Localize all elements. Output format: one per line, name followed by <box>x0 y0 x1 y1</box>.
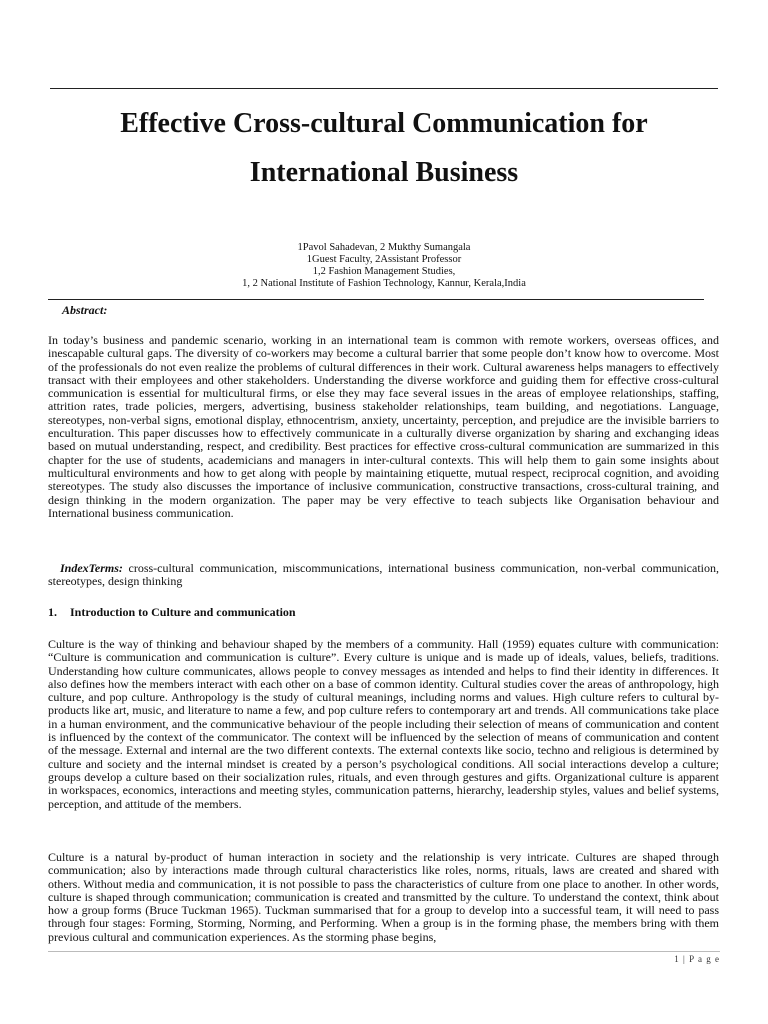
footer-rule <box>48 951 720 952</box>
author-names: 1Pavol Sahadevan, 2 Mukthy Sumangala <box>297 242 471 253</box>
header-rule <box>50 88 718 89</box>
abstract-text: In today’s business and pandemic scenario, working in an international team is common with remote workers, overseas offices, and inescapable cultural gaps. The diversity of co-workers may become a cultural barrier that some people don’t know how to overcome. Most of the professionals do not even realize the problems of cultural differences in their work. Cultural awareness helps managers to effectively transact with their employees and other stakeholders. Understanding the diverse workforce and guiding them for effective cross-cultural communication is essential for multicultural firms, or else they may face several issues in the areas of employee relationships, staffing, attrition rates, trade policies, mergers, advertising, business stakeholder relationships, team building, and negotiations. Language, stereotypes, non-verbal signs, emotional display, ethnocentrism, anxiety, uncertainty, perception, and prejudice are the invisible barriers to enculturation. This paper discusses how to effectively communicate in a culturally diverse organization by sharing and exchanging ideas based on mutual understanding, respect, and credibility. Best practices for effective cross-cultural communication are summarized in this chapter for the use of students, academicians and managers in inter-cultural contexts. This will help them to gain some insights about multicultural environments and how to get along with people by maintaining etiquette, mutual respect, reciprocal cognition, and avoiding stereotypes. The study also discusses the importance of inclusive communication, constructive transactions, cross-cultural training, and design thinking in the modern organization. The paper may be very effective to teach subjects like Organisation behaviour and International business communication. <box>48 333 719 520</box>
author-roles: 1Guest Faculty, 2Assistant Professor <box>306 254 462 265</box>
abstract-rule <box>48 299 704 300</box>
section-title: Introduction to Culture and communication <box>70 605 296 619</box>
section-number: 1. <box>48 605 57 619</box>
author-institute: 1, 2 National Institute of Fashion Technology, Kannur, Kerala,India <box>242 278 526 289</box>
index-terms-text: cross-cultural communication, miscommunications, international business communication, non-verbal communication, stereotypes, design thinking <box>48 561 719 589</box>
section-heading <box>48 605 296 620</box>
body-paragraph-2: Culture is a natural by-product of human interaction in society and the relationship is very intricate. Cultures are shaped through communication; also by interactions made through cultural characteristics like roles, norms, rituals, laws are created and shared with others. Without media and communication, it is not possible to pass the characteristics of culture from one place to another. In other words, culture is shaped through communication; communication is created and transmitted by the culture. To understand the context, think about how a group forms (Bruce Tuckman 1965). Tuckman summarised that for a group to develop into a successful team, it will need to pass through four stages: Forming, Storming, Norming, and Performing. When a group is in the forming phase, the members bring with them previous cultural and communication experiences. As the storming phase begins, <box>48 850 719 944</box>
index-terms <box>48 562 719 589</box>
paper-title-line-1: Effective Cross-cultural Communication for <box>120 108 648 139</box>
body-paragraph-1: Culture is the way of thinking and behaviour shaped by the members of a community. Hall (1959) equates culture with communication: “Culture is communication and communication is culture”. Every culture is unique and is made up of ideals, values, beliefs, traditions. Understanding how culture communicates, allows people to convey messages as intended and helps to find their identity in differences. It also defines how the members interact with each other on a base of common identity. Cultural studies cover the areas of anthropology, high culture, and pop culture. Anthropology is the study of cultural meanings, including norms and values. High culture refers to cultural by-products like art, music, and literature to name a few, and pop culture refers to contemporary art and trends. All communications take place in a human environment, and the communicative behaviour of the people including their selection of means of communication and content is influenced by the context of the communicator. The context will be influenced by the selection of means of communication and content of the message. External and internal are the two different contexts. The external contexts like socio, techno and religious is determined by culture and society and the internal mindset is created by a person’s psychological conditions. All social interactions develop a culture; groups develop a culture based on their socialization rules, rituals, and even through gestures and gifts. Organizational culture is apparent in workspaces, economics, interactions and meeting styles, communication patterns, hierarchy, leadership styles, values and belief systems, perception, and attitude of the members. <box>48 637 719 811</box>
abstract-label: Abstract: <box>62 303 108 317</box>
paper-title-line-2: International Business <box>249 157 519 188</box>
index-terms-label: IndexTerms: <box>60 561 123 575</box>
author-block <box>48 242 720 290</box>
page-number: 1 | P a g e <box>674 954 720 964</box>
author-department: 1,2 Fashion Management Studies, <box>312 266 456 277</box>
